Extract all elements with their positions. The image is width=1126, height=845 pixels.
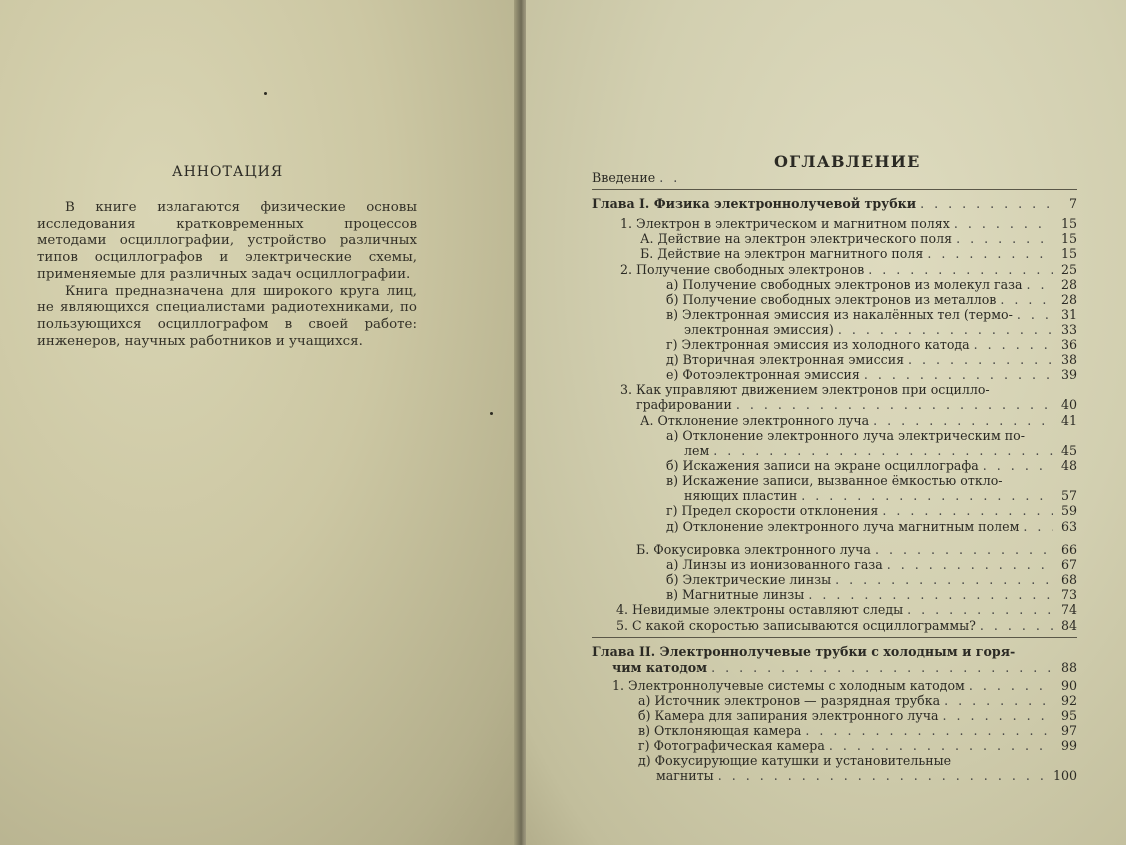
toc-entry [612, 679, 1077, 692]
toc-entry [666, 368, 1077, 381]
toc-page-number: 25 [1060, 262, 1077, 277]
toc-entry-title: г) Электронная эмиссия из холодного катода [666, 337, 970, 352]
toc-entry-title: 3. Как управляют движением электронов при осцилло- [620, 382, 990, 397]
toc-entry-title: в) Электронная эмиссия из накалённых тел (термо- [666, 307, 1013, 322]
toc-leader [956, 232, 1053, 245]
toc-entry [640, 232, 1077, 245]
toc-entry [638, 754, 1077, 767]
toc-page-number: 48 [1060, 458, 1077, 473]
annotation-body [37, 200, 417, 350]
toc-page-number: 39 [1060, 367, 1077, 382]
toc-separator [592, 637, 1077, 638]
toc-leader [887, 558, 1053, 571]
toc-page-number: 74 [1060, 602, 1077, 617]
toc-entry-title: няющих пластин [684, 488, 798, 503]
toc-leader [927, 247, 1053, 260]
toc-entry-title: Введение [592, 170, 656, 185]
toc-entry [666, 520, 1077, 533]
toc-page-number: 31 [1060, 307, 1077, 322]
toc-page-number: 15 [1060, 246, 1077, 261]
toc-page-number: 28 [1060, 277, 1077, 292]
toc-entry [684, 489, 1077, 502]
toc-page-number: 90 [1060, 678, 1077, 693]
toc-chapter-1 [592, 197, 1077, 210]
toc-leader [908, 353, 1053, 366]
toc-page-number: 95 [1060, 708, 1077, 723]
toc-entry-title: А. Действие на электрон электрического поля [640, 231, 953, 246]
toc-leader [943, 709, 1053, 722]
toc-entry-title: 2. Получение свободных электронов [620, 262, 865, 277]
toc-entry [666, 338, 1077, 351]
toc-entry-title: г) Фотографическая камера [638, 738, 825, 753]
toc-leader [711, 661, 1053, 674]
toc-entry-title: а) Линзы из ионизованного газа [666, 557, 883, 572]
annotation-title: АННОТАЦИЯ [172, 164, 284, 180]
toc-entry-title: а) Получение свободных электронов из молекул газа [666, 277, 1023, 292]
toc-entry [684, 444, 1077, 457]
toc-leader [873, 414, 1053, 427]
toc-entry-title: в) Искажение записи, вызванное ёмкостью откло- [666, 473, 1003, 488]
toc-entry-title: б) Получение свободных электронов из металлов [666, 292, 997, 307]
toc-entry-title: а) Источник электронов — разрядная трубка [638, 693, 941, 708]
toc-leader [954, 217, 1053, 230]
toc-entry [638, 694, 1077, 707]
toc-entry [638, 724, 1077, 737]
toc-entry [620, 263, 1077, 276]
toc-entry-title: г) Предел скорости отклонения [666, 503, 879, 518]
toc-entry-title: е) Фотоэлектронная эмиссия [666, 367, 860, 382]
toc-leader [736, 398, 1053, 411]
toc-page-number: 36 [1060, 337, 1077, 352]
toc-entry [640, 247, 1077, 260]
toc-page-number: 57 [1060, 488, 1077, 503]
toc-separator [592, 189, 1077, 190]
toc-entry [666, 293, 1077, 306]
toc-entry [666, 474, 1077, 487]
toc-leader [801, 489, 1053, 502]
toc-page-number: 97 [1060, 723, 1077, 738]
toc-page-number: 92 [1060, 693, 1077, 708]
toc-entry-title: б) Искажения записи на экране осциллографа [666, 458, 979, 473]
toc-page-number: 15 [1060, 216, 1077, 231]
toc-entry-title: Б. Действие на электрон магнитного поля [640, 246, 924, 261]
toc-leader [868, 263, 1053, 276]
toc-leader [974, 338, 1053, 351]
toc-entry [620, 383, 1077, 396]
toc-entry-title: б) Электрические линзы [666, 572, 832, 587]
toc-page-number: 40 [1060, 397, 1077, 412]
toc-entry [666, 573, 1077, 586]
toc-entry-title: в) Магнитные линзы [666, 587, 805, 602]
toc-leader [713, 444, 1053, 457]
toc-leader [1017, 308, 1053, 321]
toc-entry [666, 278, 1077, 291]
toc-entry-title: лем [684, 443, 710, 458]
ink-speck [490, 412, 493, 415]
toc-page-number: 7 [1068, 196, 1077, 211]
toc-entry-title: чим катодом [612, 660, 708, 675]
toc-leader [944, 694, 1053, 707]
toc-page-number: 33 [1060, 322, 1077, 337]
toc-page-number: 73 [1060, 587, 1077, 602]
toc-entry-title: 1. Электроннолучевые системы с холодным катодом [612, 678, 965, 693]
toc-entry [616, 619, 1077, 632]
toc-leader [920, 197, 1053, 210]
toc-entry-title: в) Отклоняющая камера [638, 723, 802, 738]
toc-entry [638, 709, 1077, 722]
toc-leader [969, 679, 1053, 692]
toc-page-number: 99 [1060, 738, 1077, 753]
toc-entry-title: Б. Фокусировка электронного луча [636, 542, 871, 557]
toc-entry-title: А. Отклонение электронного луча [640, 413, 870, 428]
toc-page-number: 68 [1060, 572, 1077, 587]
toc-leader [1027, 278, 1053, 291]
toc-leader [838, 323, 1053, 336]
toc-page-number: 45 [1060, 443, 1077, 458]
toc-leader [882, 504, 1053, 517]
toc-entry-intro [592, 171, 692, 184]
toc-leader [983, 459, 1053, 472]
toc-entry-title: 4. Невидимые электроны оставляют следы [616, 602, 904, 617]
toc-entry-title: 1. Электрон в электрическом и магнитном полях [620, 216, 950, 231]
toc-page-number: 100 [1052, 768, 1077, 783]
toc-page-number: 59 [1060, 503, 1077, 518]
toc-entry-title: д) Отклонение электронного луча магнитным полем [666, 519, 1020, 534]
toc-leader [980, 619, 1053, 632]
toc-entry-title: электронная эмиссия) [684, 322, 834, 337]
toc-entry-title: Глава I. Физика электроннолучевой трубки [592, 196, 917, 211]
toc-entry [636, 398, 1077, 411]
left-page [0, 0, 520, 845]
toc-entry [666, 353, 1077, 366]
toc-entry [666, 429, 1077, 442]
toc-entry [666, 588, 1077, 601]
annotation-paragraph-2: Книга предназначена для широкого круга лиц, не являющихся специалистами радиотехниками, по пользующихся осциллографом в своей работе: инженеров, научных работников и учащихся. [37, 283, 417, 349]
toc-leader [907, 603, 1053, 616]
toc-entry-title: магниты [656, 768, 714, 783]
toc-page-number: 66 [1060, 542, 1077, 557]
toc-leader [805, 724, 1053, 737]
toc-entry [638, 739, 1077, 752]
toc-entry-title: а) Отклонение электронного луча электрическим по- [666, 428, 1025, 443]
toc-entry [620, 217, 1077, 230]
toc-entry [684, 323, 1077, 336]
toc-entry-title: б) Камера для запирания электронного луча [638, 708, 939, 723]
toc-entry-title: д) Фокусирующие катушки и установительные [638, 753, 952, 768]
toc-leader [1023, 520, 1053, 533]
toc-page-number: 84 [1060, 618, 1077, 633]
toc-page-number: 15 [1060, 231, 1077, 246]
toc-chapter-2-cont [612, 661, 1077, 674]
toc-leader [875, 543, 1053, 556]
toc-leader [808, 588, 1053, 601]
toc-entry [616, 603, 1077, 616]
toc-chapter-2 [592, 645, 1077, 658]
toc-page-number: 67 [1060, 557, 1077, 572]
toc-entry [666, 558, 1077, 571]
toc-entry [636, 543, 1077, 556]
toc-entry [666, 308, 1077, 321]
toc-entry-title: графировании [636, 397, 732, 412]
toc-page-number: 38 [1060, 352, 1077, 367]
toc-entry [666, 459, 1077, 472]
annotation-paragraph-1: В книге излагаются физические основы исследования кратковременных процессов методами осциллографии, устройство различных типов осциллографов и электрические схемы, применяемые для различных задач осциллографии. [37, 200, 417, 282]
toc-page-number: 63 [1060, 519, 1077, 534]
toc-entry [656, 769, 1077, 782]
toc-leader [829, 739, 1053, 752]
toc-entry-title: д) Вторичная электронная эмиссия [666, 352, 905, 367]
toc-entry-title: 5. С какой скоростью записываются осциллограммы? [616, 618, 976, 633]
toc-leader [718, 769, 1049, 782]
toc-entry [640, 414, 1077, 427]
toc-leader [1000, 293, 1053, 306]
toc-leader [864, 368, 1053, 381]
toc-leader [659, 171, 688, 184]
toc-title: ОГЛАВЛЕНИЕ [774, 152, 921, 171]
toc-page-number: 88 [1060, 660, 1077, 675]
toc-entry [666, 504, 1077, 517]
toc-entry-title: Глава II. Электроннолучевые трубки с холодным и горя- [592, 644, 1016, 659]
ink-speck [264, 92, 267, 95]
toc-page-number: 41 [1060, 413, 1077, 428]
toc-page-number: 28 [1060, 292, 1077, 307]
toc-leader [835, 573, 1053, 586]
